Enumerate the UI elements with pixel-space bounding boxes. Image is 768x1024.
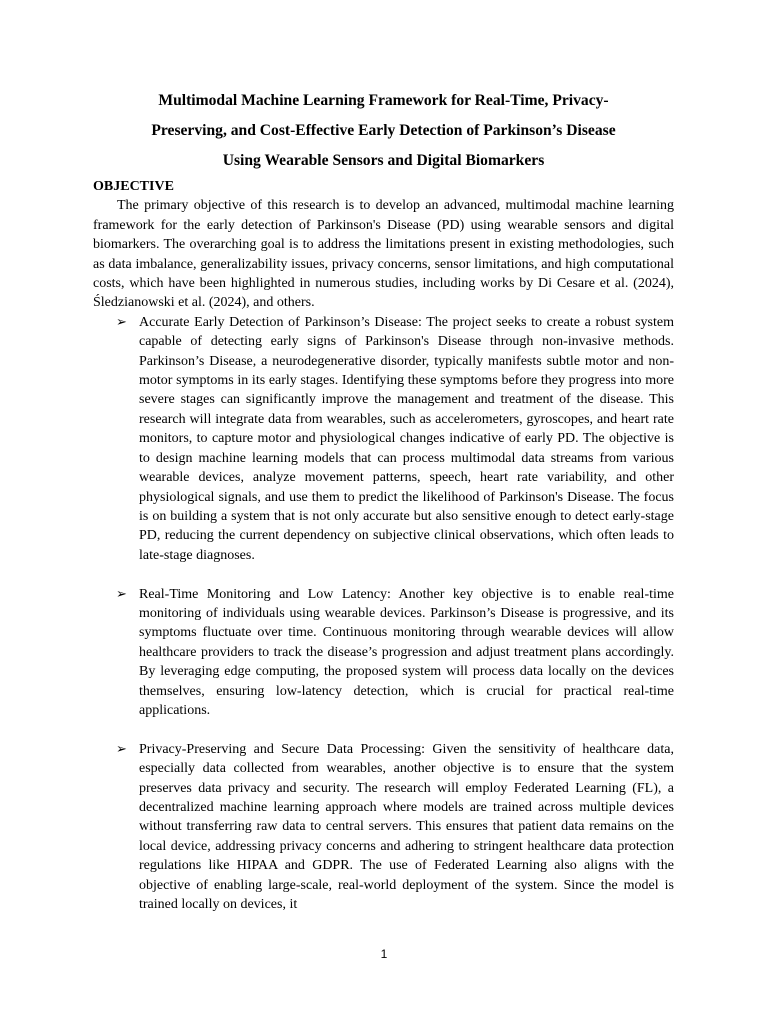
page-number: 1 (380, 947, 388, 961)
section-heading: OBJECTIVE (93, 179, 174, 194)
arrow-bullet-icon: ➢ (116, 741, 127, 757)
intro-paragraph: The primary objective of this research is to develop an advanced, multimodal machine learning framework for the early detection of Parkinson's Disease (PD) using wearable sensors and digital biomarkers. The overarching goal is to address the limitations present in existing methodologies, such as data imbalance, generalizability issues, privacy concerns, sensor limitations, and high computational costs, which have been highlighted in numerous studies, including works by Di Cesare et al. (2024), Śledzianowski et al. (2024), and others. (93, 198, 674, 311)
document-title (93, 86, 674, 176)
bullet-text: Accurate Early Detection of Parkinson’s Disease: The project seeks to create a robust system capable of detecting early signs of Parkinson's Disease through non-invasive methods. Parkinson’s Disease, a neurodegenerative disorder, typically manifests subtle motor and non-motor symptoms in its early stages. Identifying these symptoms before they progress into more severe stages can significantly improve the management and treatment of the disease. This research will integrate data from wearables, such as accelerometers, gyroscopes, and heart rate monitors, to capture motor and physiological changes indicative of early PD. The objective is to design machine learning models that can process multimodal data streams from various wearable devices, analyze movement patterns, speech, heart rate variability, and other physiological signals, and use them to predict the likelihood of Parkinson's Disease. The focus is on building a system that is not only accurate but also sensitive enough to detect early-stage PD, reducing the current dependency on subjective clinical observations, which often leads to late-stage diagnoses. (139, 314, 674, 563)
title-line-3: Using Wearable Sensors and Digital Biomarkers (222, 152, 545, 169)
bullet-item-real-time-monitoring (116, 585, 674, 721)
bullet-item-privacy-preserving (116, 740, 674, 915)
document-page (93, 86, 674, 914)
bullet-text: Privacy-Preserving and Secure Data Processing: Given the sensitivity of healthcare data, especially data collected from wearables, another objective is to ensure that the system preserves data privacy and security. The research will employ Federated Learning (FL), a decentralized machine learning approach where models are trained across multiple devices without transferring raw data to central servers. This ensures that patient data remains on the local device, addressing privacy concerns and adhering to stringent healthcare data protection regulations like HIPAA and GDPR. The use of Federated Learning also aligns with the objective of enabling large-scale, real-world deployment of the system. Since the model is trained locally on devices, it (139, 741, 674, 912)
bullet-item-early-detection (116, 313, 674, 565)
bullet-text: Real-Time Monitoring and Low Latency: Another key objective is to enable real-time monitoring of individuals using wearable devices. Parkinson’s Disease is progressive, and its symptoms fluctuate over time. Continuous monitoring through wearable devices will allow healthcare providers to track the disease’s progression and adjust treatment plans accordingly. By leveraging edge computing, the proposed system will process data locally on the devices themselves, ensuring low-latency detection, which is crucial for practical real-time applications. (139, 586, 674, 718)
arrow-bullet-icon: ➢ (116, 314, 127, 330)
title-line-2: Preserving, and Cost-Effective Early Detection of Parkinson’s Disease (151, 122, 616, 139)
arrow-bullet-icon: ➢ (116, 586, 127, 602)
title-line-1: Multimodal Machine Learning Framework for Real-Time, Privacy- (158, 92, 609, 109)
